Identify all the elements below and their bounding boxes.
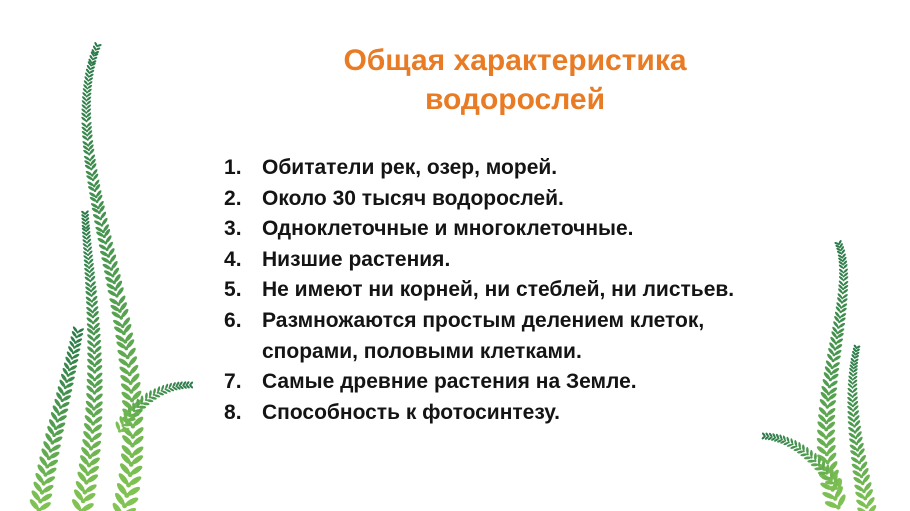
seaweed-frond	[115, 381, 194, 433]
characteristics-list	[224, 153, 824, 428]
list-item: Обитатели рек, озер, морей.	[262, 156, 558, 179]
slide-title	[120, 41, 910, 119]
list-item: Способность к фотосинтезу.	[262, 400, 560, 424]
seaweed-frond	[28, 326, 84, 511]
title-line-2: водорослей	[424, 83, 606, 116]
list-item: Низшие растения.	[262, 247, 451, 271]
list-item: Одноклеточные и многоклеточные.	[262, 217, 634, 241]
list-item: Самые древние растения на Земле.	[262, 370, 637, 394]
list-item: Размножаются простым делением клеток, спорами, половыми клетками.	[262, 308, 705, 363]
title-line-1: Общая характеристика	[343, 44, 687, 77]
list-item: Не имеют ни корней, ни стеблей, ни листьев.	[262, 278, 735, 302]
seaweed-frond	[761, 432, 843, 491]
seaweed-frond	[70, 210, 103, 511]
list-item: Около 30 тысяч водорослей.	[262, 186, 564, 210]
seaweed-frond	[847, 344, 878, 511]
